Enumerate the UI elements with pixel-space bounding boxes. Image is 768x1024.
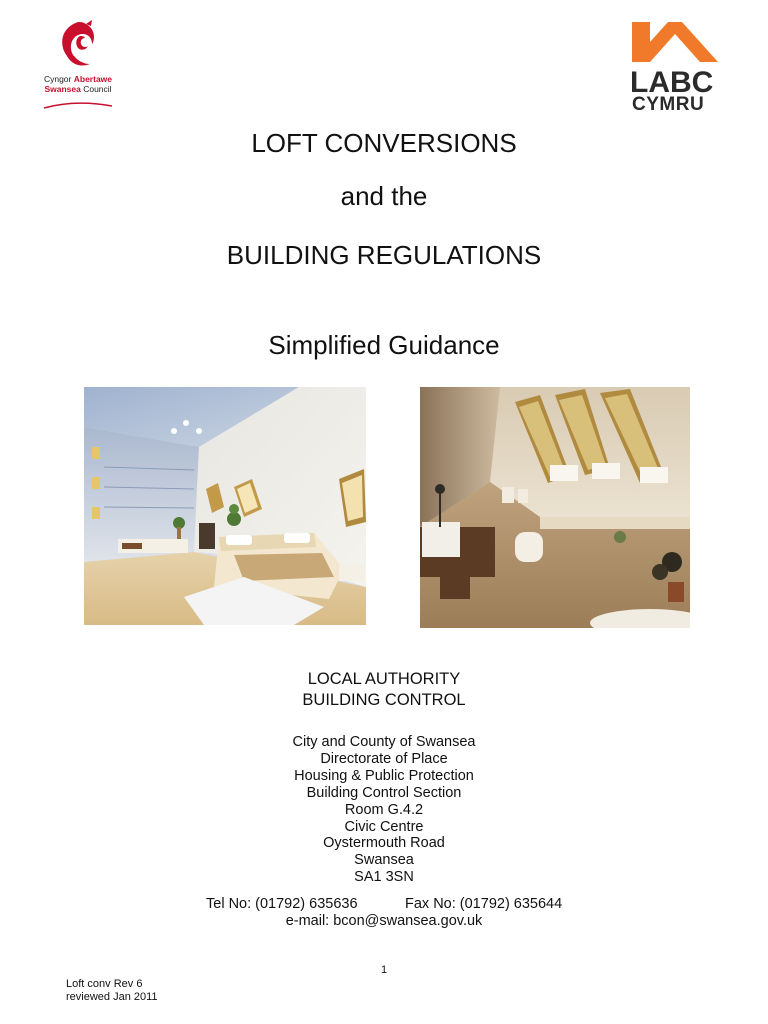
- address-line: Swansea: [354, 852, 414, 868]
- page-number: 1: [380, 964, 388, 976]
- loft-attic-room-illustration: [420, 387, 690, 628]
- title-line-1: LOFT CONVERSIONS: [251, 128, 517, 158]
- title-line-2: and the: [340, 181, 428, 211]
- cymru-text: CYMRU: [632, 94, 705, 115]
- telephone-number: Tel No: (01792) 635636: [206, 896, 358, 912]
- loft-attic-room-photo: [420, 387, 690, 628]
- labc-text: LABC: [630, 66, 714, 99]
- authority-line-1: LOCAL AUTHORITY: [307, 670, 461, 688]
- authority-line-2: BUILDING CONTROL: [302, 691, 466, 709]
- dragon-icon: [36, 18, 120, 74]
- address-line: Housing & Public Protection: [294, 768, 474, 784]
- roof-icon: [630, 18, 720, 64]
- address-line: Room G.4.2: [344, 802, 424, 818]
- swansea-english-name: Swansea: [44, 84, 81, 94]
- footer-reviewed: reviewed Jan 2011: [66, 991, 158, 1003]
- fax-number: Fax No: (01792) 635644: [405, 896, 563, 912]
- swansea-council-logo: [36, 18, 120, 114]
- loft-bedroom-photo: [84, 387, 366, 625]
- address-line: SA1 3SN: [354, 869, 414, 885]
- email-address[interactable]: e-mail: bcon@swansea.gov.uk: [285, 913, 483, 929]
- loft-bedroom-illustration: [84, 387, 366, 625]
- swansea-welsh-prefix: Cyngor: [43, 74, 72, 84]
- subtitle: Simplified Guidance: [268, 330, 500, 360]
- labc-cymru-logo: [628, 18, 732, 114]
- footer-revision: Loft conv Rev 6: [66, 978, 143, 990]
- address-line: Oystermouth Road: [323, 835, 445, 851]
- address-line: Directorate of Place: [320, 751, 448, 767]
- swansea-welsh-name: Abertawe: [73, 74, 113, 84]
- logo-swoosh-icon: [36, 98, 120, 112]
- address-line: City and County of Swansea: [292, 734, 476, 750]
- address-line: Building Control Section: [306, 785, 462, 801]
- title-line-3: BUILDING REGULATIONS: [226, 240, 542, 270]
- swansea-english-suffix: Council: [83, 84, 112, 94]
- address-line: Civic Centre: [344, 819, 424, 835]
